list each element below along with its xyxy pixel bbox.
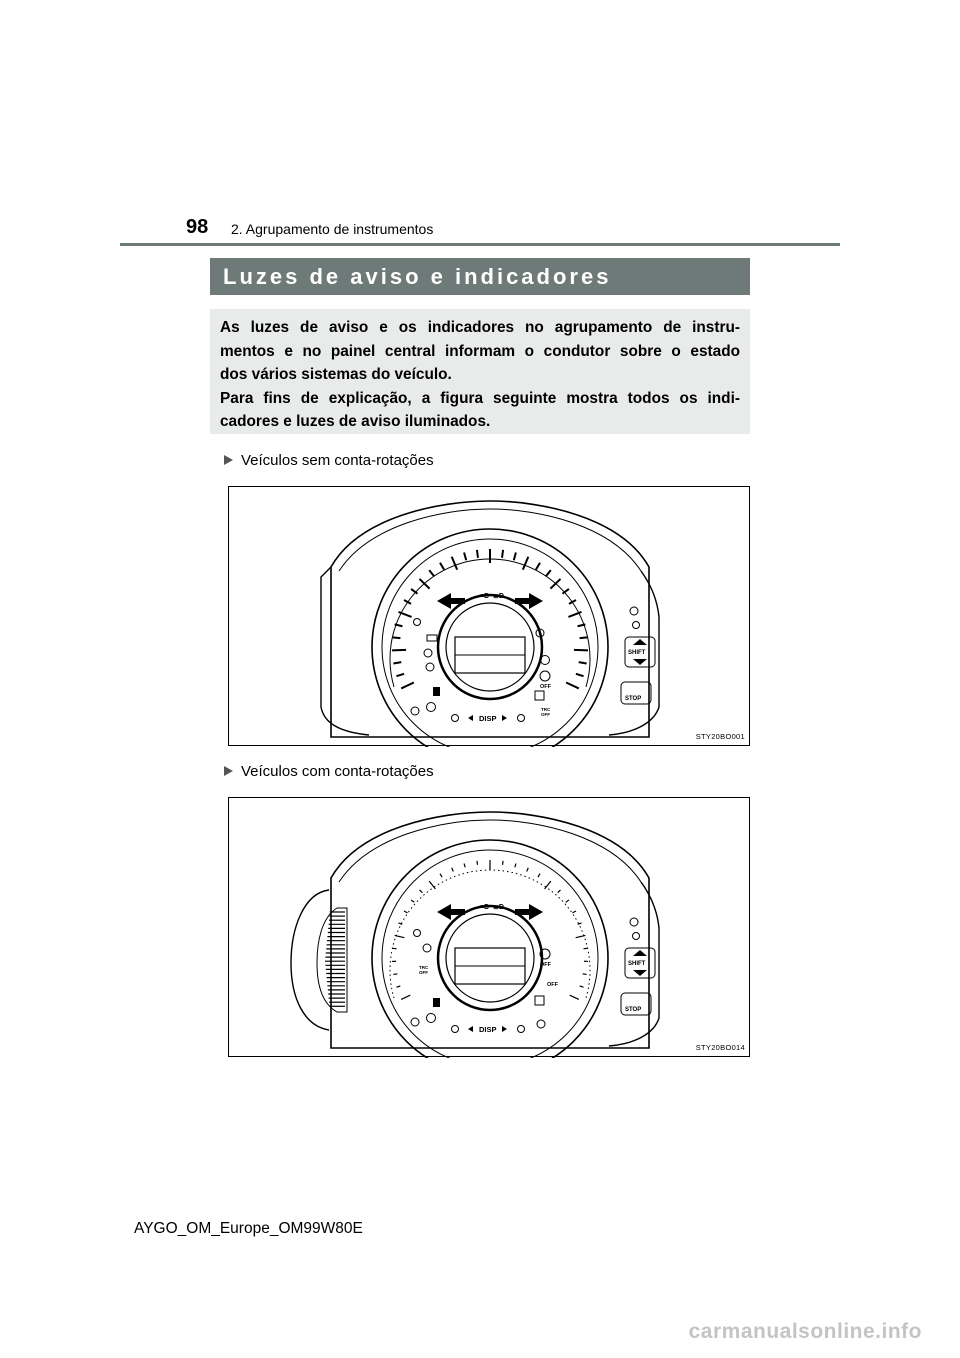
scale-tick [429,881,435,889]
figure-2-instrument-cluster [228,797,750,1057]
off-label: OFF [540,684,551,690]
trc-off-label: OFF [541,712,550,717]
scale-tick [452,557,457,570]
scale-tick [546,570,551,576]
scale-tick [452,868,454,872]
tachometer-bars [325,912,345,1006]
scale-tick [477,550,478,558]
speed-scale-ticks [392,549,588,688]
airbag-icon [423,944,431,952]
turn-left-arrow-icon [437,593,465,609]
fuel-icon [433,687,440,696]
speed-scale-ticks [392,860,588,999]
stop-label: STOP [625,696,642,702]
scale-tick [396,674,404,676]
cluster-hood-outline [331,812,649,1048]
triangle-bullet-icon [224,766,233,776]
tachometer-pod [291,890,329,1030]
page-number: 98 [186,216,209,238]
scale-tick [576,674,584,676]
cluster-hood-outline [331,501,649,737]
turn-right-arrow-icon [515,593,543,609]
brake-warning-icon [426,663,434,671]
figure-1-code: STY20BO001 [695,732,745,741]
scale-tick [429,570,434,576]
scale-tick [538,874,540,877]
center-display [446,603,534,691]
scale-tick [503,861,504,865]
scale-tick [393,662,401,663]
intro-line: cadores e luzes de aviso iluminados. [220,413,491,430]
scale-tick [527,868,529,872]
trc-label: TRC [419,965,429,970]
scale-tick [514,552,516,560]
scale-tick [464,552,466,560]
header-divider [120,243,840,246]
scale-tick [393,974,397,975]
door-icon [535,996,544,1005]
figure-2-caption-text: Veículos com conta-rotações [241,763,434,780]
scale-tick [515,863,516,867]
trc-label: TRC [541,707,551,712]
figure-2-code: STY20BO014 [695,1043,745,1052]
engine-icon [424,649,432,657]
svg-text:≣D: ≣D [493,904,504,911]
scale-tick [570,995,579,999]
scale-tick [396,986,400,987]
svg-text:≡D: ≡D [480,593,490,600]
footer-doc-id: AYGO_OM_Europe_OM99W80E [134,1220,363,1237]
disp-right-arrow-icon [502,1026,507,1032]
scale-tick [580,637,588,638]
vsc-icon [541,656,550,665]
scale-tick [536,563,540,570]
center-display [446,914,534,1002]
scale-tick [440,874,442,877]
scale-tick [583,974,587,975]
warning-icon [414,930,421,937]
chapter-title: 2. Agrupamento de instrumentos [231,221,434,237]
center-display-ring [438,595,542,699]
watermark: carmanualsonline.info [688,1320,922,1343]
fuel-icon [433,998,440,1007]
trip-button-right [518,1026,525,1033]
disp-label: DISP [479,714,497,723]
disp-label: DISP [479,1025,497,1034]
auto-icon [540,671,550,681]
intro-line: As luzes de aviso e os indicadores no agrupamento de instru- [220,319,740,336]
abs-icon [427,703,436,712]
figure-1-caption-text: Veículos sem conta-rotações [241,452,434,469]
figure-1-instrument-cluster [228,486,750,746]
temperature-icon [633,933,640,940]
scale-tick [502,550,503,558]
oil-icon [630,918,638,926]
scale-tick [440,563,444,570]
scale-tick [464,863,465,867]
intro-line: dos vários sistemas do veículo. [220,366,452,383]
scale-tick [545,881,551,889]
scale-tick [404,911,408,913]
battery-icon [427,635,437,641]
abs-icon [427,1014,436,1023]
door-icon [535,691,544,700]
tachometer-bar [317,908,347,1012]
instrument-cluster-drawing [229,487,751,747]
scale-tick [566,682,579,688]
scale-tick [523,557,528,570]
triangle-bullet-icon [224,455,233,465]
disp-left-arrow-icon [468,715,473,721]
scale-tick [401,682,414,688]
scale-tick [576,935,586,937]
intro-line: Para fins de explicação, a figura seguinte mostra todos os indi- [220,389,740,407]
scale-tick [580,986,584,987]
stop-label: STOP [625,1007,642,1013]
brake-warning-icon [411,1018,419,1026]
shift-label: SHIFT [628,650,646,656]
warning-icon [414,619,421,626]
left-pod [321,567,369,735]
intro-box [210,309,750,434]
figure-2-caption [224,762,434,782]
shift-label: SHIFT [628,961,646,967]
cluster-hood-inner [339,820,641,882]
oil-icon [630,607,638,615]
svg-text:≣D: ≣D [493,593,504,600]
disp-left-arrow-icon [468,1026,473,1032]
instrument-cluster-drawing [229,798,751,1058]
trip-button-left [452,715,459,722]
warning-icon [537,1020,545,1028]
scale-tick [477,861,478,865]
scale-tick [392,637,400,638]
disp-right-arrow-icon [502,715,507,721]
turn-left-arrow-icon [437,904,465,920]
trc-off-label: OFF [419,970,428,975]
section-title: Luzes de aviso e indicadores [210,258,750,295]
scale-tick [420,890,423,893]
temperature-icon [633,622,640,629]
off-label: OFF [540,962,551,968]
center-display-ring [438,906,542,1010]
scale-tick [566,900,569,902]
airbag-icon [411,707,419,715]
scale-tick [558,890,561,893]
svg-text:≡D: ≡D [480,904,490,911]
turn-right-arrow-icon [515,904,543,920]
scale-tick [411,900,414,902]
figure-1-caption [224,451,434,471]
scale-tick [395,935,405,937]
scale-tick [579,662,587,663]
trip-button-left [452,1026,459,1033]
trip-button-right [518,715,525,722]
scale-tick [572,911,576,913]
scale-tick [401,995,410,999]
off-label: OFF [547,982,558,988]
intro-line: mentos e no painel central informam o condutor sobre o estado [220,342,740,360]
